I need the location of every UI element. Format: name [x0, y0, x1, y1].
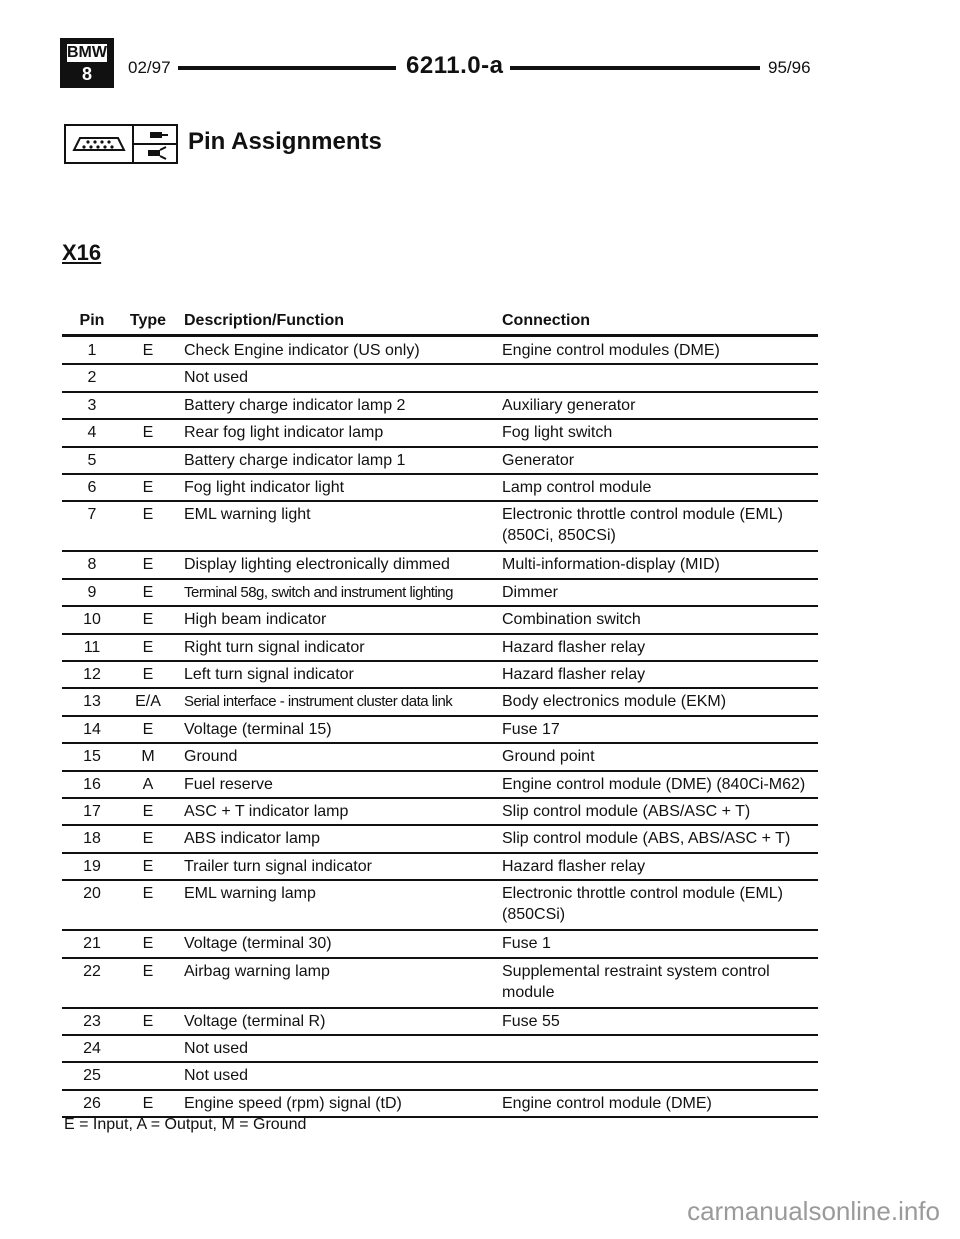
row-divider [62, 418, 818, 420]
pin-number: 24 [83, 1040, 101, 1057]
pin-description: Not used [184, 369, 249, 387]
pin-connection: Generator [502, 451, 575, 469]
pin-connection-cont: (850CSi) [502, 906, 566, 924]
pin-number: 8 [87, 556, 97, 574]
row-divider [62, 770, 818, 772]
pin-description: EML warning lamp [184, 885, 316, 903]
pin-type: E [142, 342, 154, 359]
pin-connection: Hazard flasher relay [502, 666, 646, 683]
pin-number: 18 [83, 830, 101, 848]
pin-number: 22 [83, 962, 101, 980]
pin-connection: Engine control module (DME) (840Ci-M62) [502, 775, 806, 793]
header-rule-left [178, 66, 396, 70]
pin-number: 14 [83, 720, 101, 738]
header-rule-right [510, 66, 760, 70]
col-header-pin: Pin [79, 312, 105, 329]
pin-number: 19 [83, 857, 101, 875]
pin-connection: Auxiliary generator [502, 396, 636, 414]
pin-description: Serial interface - instrument cluster data link [184, 693, 453, 711]
pin-type: E [142, 830, 154, 848]
pin-number: 2 [87, 369, 97, 387]
pin-connection: Slip control module (ABS, ABS/ASC + T) [502, 830, 791, 848]
pin-connection: Fog light switch [502, 424, 613, 442]
row-divider [62, 715, 818, 717]
pin-number: 7 [87, 506, 97, 524]
row-divider [62, 633, 818, 635]
pin-description: Voltage (terminal R) [184, 1012, 326, 1030]
pin-type: E/A [135, 693, 161, 711]
col-header-description: Description/Function [184, 312, 344, 329]
row-divider [62, 473, 818, 475]
row-divider [62, 1034, 818, 1036]
pin-number: 17 [83, 803, 101, 820]
pin-description: Airbag warning lamp [184, 962, 330, 980]
logo-top-text: BMW [67, 44, 107, 61]
pin-type: E [142, 424, 154, 442]
pin-type: E [142, 935, 154, 953]
pin-connection: Body electronics module (EKM) [502, 693, 727, 711]
header-rule [62, 334, 818, 337]
pin-number: 13 [83, 693, 101, 711]
type-legend: E = Input, A = Output, M = Ground [64, 1116, 307, 1133]
pin-connection: Ground point [502, 748, 595, 766]
pin-connection: Dimmer [502, 583, 558, 601]
pin-description: Ground [184, 748, 238, 766]
pin-connection: Engine control modules (DME) [502, 342, 720, 359]
pin-type: E [142, 556, 154, 574]
logo-bottom-text: 8 [66, 65, 108, 83]
pin-type: E [142, 885, 154, 903]
pin-connection: Fuse 17 [502, 720, 560, 738]
row-divider [62, 852, 818, 854]
pin-connection: Electronic throttle control module (EML) [502, 885, 783, 903]
row-divider [62, 742, 818, 744]
pin-number: 26 [83, 1094, 101, 1112]
row-divider [62, 391, 818, 393]
pin-description: High beam indicator [184, 611, 327, 629]
pin-number: 6 [87, 479, 97, 496]
pin-number: 1 [87, 342, 97, 359]
pin-description: Check Engine indicator (US only) [184, 342, 420, 359]
pin-description: Not used [184, 1040, 249, 1057]
row-divider [62, 550, 818, 552]
pin-description: Voltage (terminal 15) [184, 720, 332, 738]
row-divider [62, 824, 818, 826]
pin-type: E [142, 720, 154, 738]
row-divider [62, 687, 818, 689]
pin-description: Rear fog light indicator lamp [184, 424, 384, 442]
pin-description: Right turn signal indicator [184, 638, 365, 656]
pin-type: E [142, 611, 154, 629]
header-date-right: 95/96 [768, 58, 811, 77]
row-divider [62, 929, 818, 931]
pin-number: 3 [87, 396, 97, 414]
pin-type: E [142, 962, 154, 980]
pin-description: Display lighting electronically dimmed [184, 556, 450, 574]
pin-number: 9 [87, 583, 97, 601]
row-divider [62, 660, 818, 662]
pin-type: E [142, 583, 154, 601]
pin-number: 20 [83, 885, 101, 903]
pin-description: Fog light indicator light [184, 479, 345, 496]
pin-number: 16 [83, 775, 101, 793]
col-header-connection: Connection [502, 312, 590, 329]
pin-connection: Slip control module (ABS/ASC + T) [502, 803, 751, 820]
connector-icon [64, 124, 134, 164]
pin-type: E [142, 506, 154, 524]
header-doc-id: 6211.0-a [406, 52, 504, 79]
pin-connection: Combination switch [502, 611, 641, 629]
pin-type: E [142, 857, 154, 875]
row-divider [62, 957, 818, 959]
pin-connection: Lamp control module [502, 479, 652, 496]
row-divider [62, 879, 818, 881]
pin-connection: Supplemental restraint system control [502, 962, 770, 980]
pin-type: E [142, 479, 154, 496]
page-title: Pin Assignments [188, 128, 382, 155]
pin-type: E [142, 666, 154, 683]
pin-connection-cont: (850Ci, 850CSi) [502, 527, 616, 545]
pin-number: 23 [83, 1012, 101, 1030]
pin-number: 10 [83, 611, 101, 629]
row-divider [62, 578, 818, 580]
row-divider [62, 363, 818, 365]
pin-description: ABS indicator lamp [184, 830, 321, 848]
plug-icon [134, 124, 178, 164]
pin-type: E [142, 1012, 154, 1030]
pin-connection: Hazard flasher relay [502, 638, 646, 656]
pin-description: Engine speed (rpm) signal (tD) [184, 1094, 402, 1112]
row-divider [62, 1007, 818, 1009]
pin-type: E [142, 1094, 154, 1112]
pin-number: 25 [83, 1067, 101, 1085]
pin-description: Left turn signal indicator [184, 666, 354, 683]
pin-number: 12 [83, 666, 101, 683]
pin-description: Trailer turn signal indicator [184, 857, 372, 875]
pin-connection: Fuse 1 [502, 935, 551, 953]
bmw-logo [60, 38, 114, 88]
pin-type: E [142, 638, 154, 656]
pin-type: M [141, 748, 155, 766]
pin-type: A [142, 775, 154, 793]
connector-ref: X16 [62, 240, 102, 265]
header-date-left: 02/97 [128, 58, 171, 77]
pin-number: 5 [87, 451, 97, 469]
row-divider [62, 797, 818, 799]
pin-number: 21 [83, 935, 101, 953]
pin-description: Battery charge indicator lamp 1 [184, 451, 406, 469]
pin-description: Battery charge indicator lamp 2 [184, 396, 406, 414]
pin-description: ASC + T indicator lamp [184, 803, 349, 820]
pin-connection-cont: module [502, 983, 555, 1001]
pin-connection: Hazard flasher relay [502, 857, 646, 875]
row-divider [62, 446, 818, 448]
row-divider [62, 1089, 818, 1091]
row-divider [62, 1061, 818, 1063]
pin-connection: Fuse 55 [502, 1012, 560, 1030]
pin-description: Voltage (terminal 30) [184, 935, 332, 953]
pin-number: 11 [83, 638, 101, 656]
pin-number: 4 [87, 424, 97, 442]
pin-description: EML warning light [184, 506, 311, 524]
pin-number: 15 [83, 748, 101, 766]
pin-connection: Engine control module (DME) [502, 1094, 712, 1112]
pin-description: Fuel reserve [184, 775, 273, 793]
row-divider [62, 605, 818, 607]
pin-type: E [142, 803, 154, 820]
pin-description: Terminal 58g, switch and instrument lighting [184, 583, 453, 601]
row-divider [62, 500, 818, 502]
watermark: carmanualsonline.info [687, 1196, 940, 1226]
pin-connection: Multi-information-display (MID) [502, 556, 720, 574]
pin-description: Not used [184, 1067, 249, 1085]
pin-connection: Electronic throttle control module (EML) [502, 506, 783, 524]
col-header-type: Type [129, 312, 167, 329]
